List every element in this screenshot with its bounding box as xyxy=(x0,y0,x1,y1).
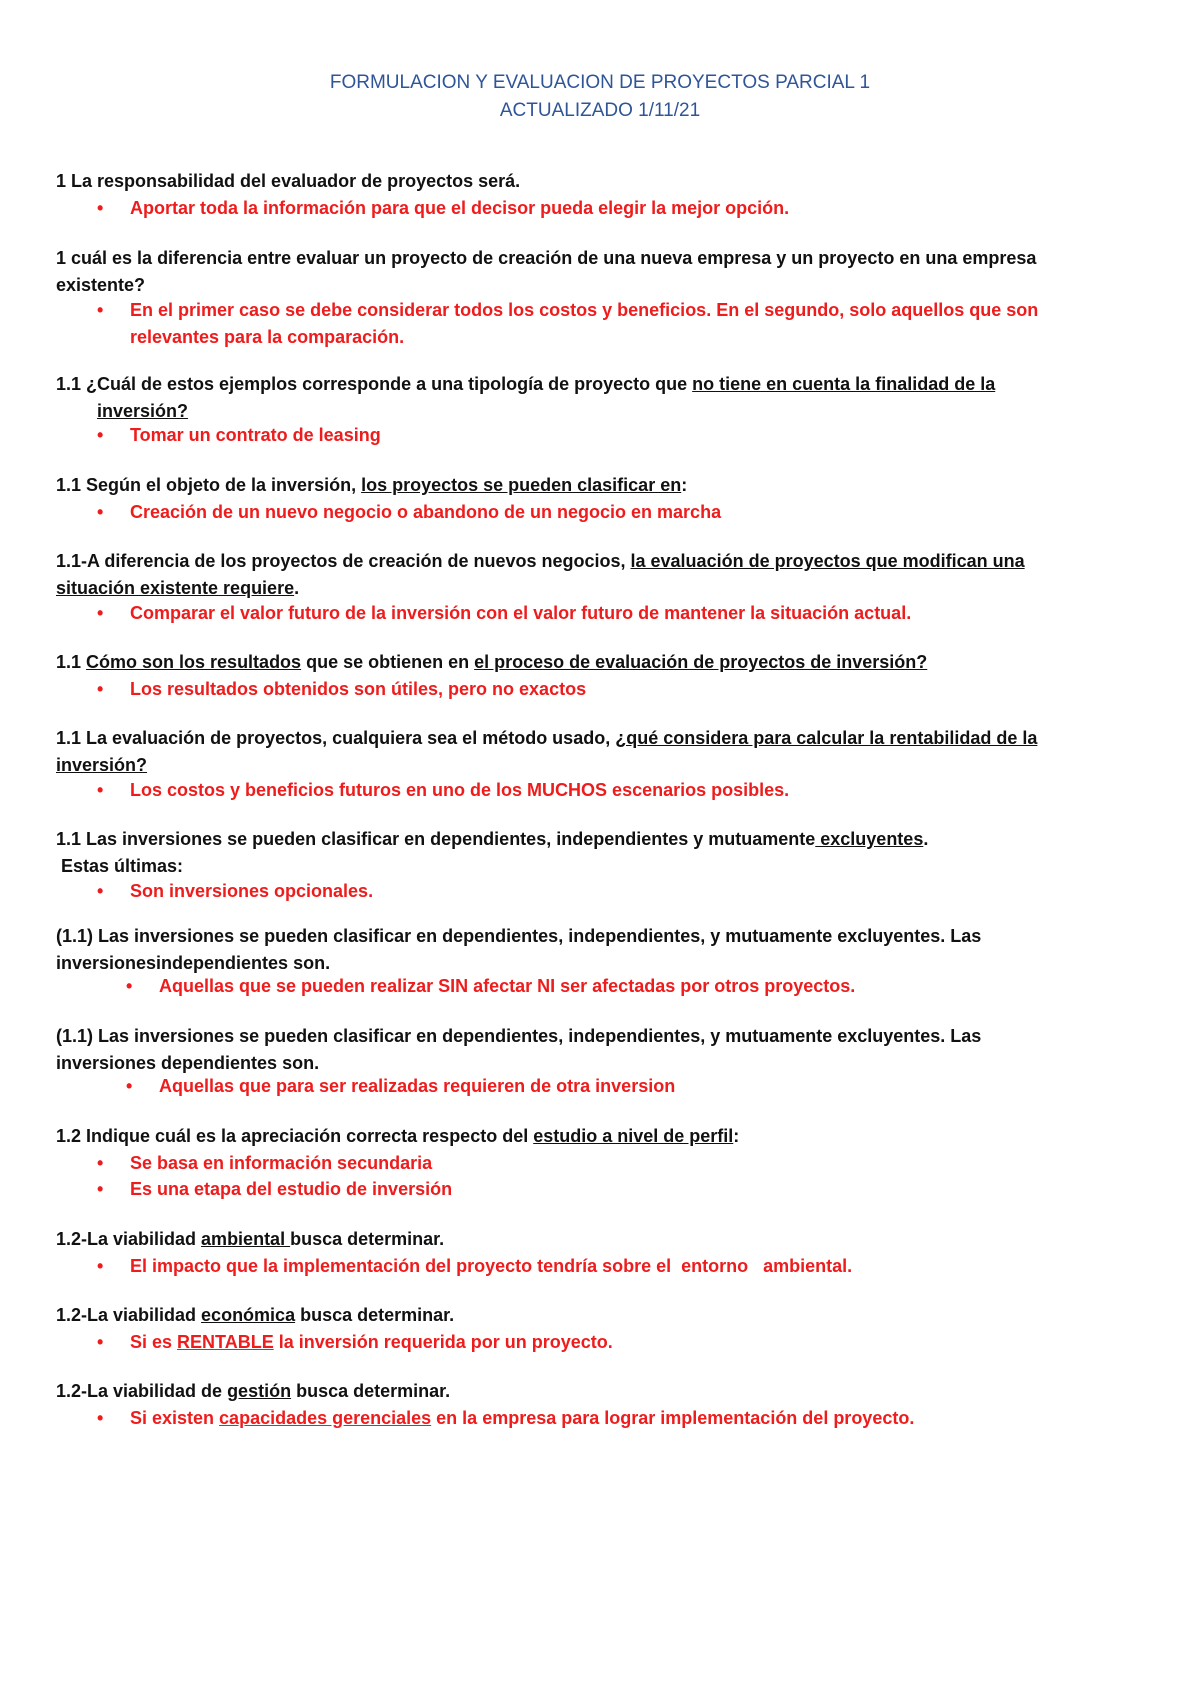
bullet-icon: • xyxy=(97,780,104,800)
answer-text: Se basa en información secundaria xyxy=(130,1153,433,1173)
answer-text: En el primer caso se debe considerar todos los costos y beneficios. En el segundo, solo aquellos que son xyxy=(130,300,1039,320)
answer-12 xyxy=(97,1253,1137,1280)
question-text: 1.2 Indique cuál es la apreciación correcta respecto del xyxy=(56,1126,534,1146)
answer-2 xyxy=(97,297,1137,351)
document-subtitle: ACTUALIZADO 1/11/21 xyxy=(499,100,701,121)
question-text: 1.2-La viabilidad xyxy=(56,1305,202,1325)
answer-text: Tomar un contrato de leasing xyxy=(130,425,381,445)
question-text-cont: existente? xyxy=(56,275,146,295)
question-11 xyxy=(56,1123,1136,1150)
bullet-icon: • xyxy=(97,1256,104,1276)
answer-text-end: en la empresa para lograr implementación del proyecto. xyxy=(431,1408,915,1428)
answer-underlined: capacidades gerenciales xyxy=(219,1408,432,1428)
bullet-icon: • xyxy=(97,1408,104,1428)
answer-7 xyxy=(97,777,1137,804)
question-text: 1.1 Según el objeto de la inversión, xyxy=(56,475,362,495)
answer-text-end: la inversión requerida por un proyecto. xyxy=(273,1332,613,1352)
question-underlined: excluyentes xyxy=(815,829,924,849)
answer-text: Es una etapa del estudio de inversión xyxy=(130,1179,453,1199)
question-text: 1 cuál es la diferencia entre evaluar un proyecto de creación de una nueva empresa y un proyecto en una empresa xyxy=(56,248,1037,268)
answer-6 xyxy=(97,676,1137,703)
bullet-icon: • xyxy=(97,1153,104,1173)
question-underlined: los proyectos se pueden clasificar en xyxy=(361,475,682,495)
bullet-icon: • xyxy=(126,976,133,996)
question-text: 1.1-A diferencia de los proyectos de creación de nuevos negocios, xyxy=(56,551,631,571)
answer-11a xyxy=(97,1150,1137,1177)
question-underlined: ¿qué considera para calcular la rentabilidad de la xyxy=(615,728,1038,748)
question-text-cont: Estas últimas: xyxy=(56,856,184,876)
bullet-icon: • xyxy=(97,300,104,320)
bullet-icon: • xyxy=(126,1076,133,1096)
bullet-icon: • xyxy=(97,502,104,522)
question-text-end: busca determinar. xyxy=(295,1305,455,1325)
question-underlined-cont: situación existente requiere xyxy=(56,578,295,598)
answer-9 xyxy=(126,973,1166,1000)
answer-text: Son inversiones opcionales. xyxy=(130,881,374,901)
question-text-end: busca determinar. xyxy=(290,1229,445,1249)
question-text-end: : xyxy=(733,1126,740,1146)
question-text: 1.1 La evaluación de proyectos, cualquiera sea el método usado, xyxy=(56,728,616,748)
answer-text: Aquellas que se pueden realizar SIN afectar NI ser afectadas por otros proyectos. xyxy=(159,976,856,996)
answer-1 xyxy=(97,195,1137,222)
answer-text: Aquellas que para ser realizadas requieren de otra inversion xyxy=(159,1076,676,1096)
question-10 xyxy=(56,1023,1136,1077)
question-5 xyxy=(56,548,1136,602)
question-4 xyxy=(56,472,1136,499)
question-9 xyxy=(56,923,1136,977)
question-text: 1.1 xyxy=(56,652,87,672)
question-text-end: . xyxy=(294,578,300,598)
answer-text: Si es xyxy=(130,1332,178,1352)
answer-text: Creación de un nuevo negocio o abandono de un negocio en marcha xyxy=(130,502,722,522)
question-text-end: : xyxy=(681,475,688,495)
answer-3 xyxy=(97,422,1137,449)
answer-underlined: RENTABLE xyxy=(177,1332,274,1352)
question-underlined: no tiene en cuenta la finalidad de la xyxy=(692,374,996,394)
question-2 xyxy=(56,245,1136,299)
question-underlined: ambiental xyxy=(201,1229,291,1249)
question-text: (1.1) Las inversiones se pueden clasificar en dependientes, independientes, y mutuamente excluyentes. Las xyxy=(56,1026,982,1046)
bullet-icon: • xyxy=(97,1179,104,1199)
answer-text: Aportar toda la información para que el decisor pueda elegir la mejor opción. xyxy=(130,198,790,218)
bullet-icon: • xyxy=(97,881,104,901)
question-text-mid: que se obtienen en xyxy=(301,652,475,672)
answer-11b xyxy=(97,1176,1137,1203)
question-text: 1 La responsabilidad del evaluador de proyectos será. xyxy=(56,171,521,191)
question-text-cont: inversiones dependientes son. xyxy=(56,1053,320,1073)
bullet-icon: • xyxy=(97,603,104,623)
question-underlined: la evaluación de proyectos que modifican una xyxy=(630,551,1025,571)
question-underlined: estudio a nivel de perfil xyxy=(533,1126,734,1146)
question-1 xyxy=(56,168,1136,195)
answer-text: Si existen xyxy=(130,1408,220,1428)
question-underlined: económica xyxy=(201,1305,296,1325)
question-underlined-cont: inversión? xyxy=(56,755,148,775)
question-7 xyxy=(56,725,1136,779)
question-13 xyxy=(56,1302,1136,1329)
question-underlined-2: el proceso de evaluación de proyectos de inversión? xyxy=(474,652,928,672)
question-text: 1.1 Las inversiones se pueden clasificar en dependientes, independientes y mutuamente xyxy=(56,829,816,849)
bullet-icon: • xyxy=(97,425,104,445)
answer-4 xyxy=(97,499,1137,526)
bullet-icon: • xyxy=(97,198,104,218)
answer-text: Los costos y beneficios futuros en uno de los MUCHOS escenarios posibles. xyxy=(130,780,790,800)
question-12 xyxy=(56,1226,1136,1253)
answer-text-cont: relevantes para la comparación. xyxy=(130,327,405,347)
answer-5 xyxy=(97,600,1137,627)
question-text-end: . xyxy=(923,829,929,849)
question-text: 1.2-La viabilidad xyxy=(56,1229,202,1249)
bullet-icon: • xyxy=(97,679,104,699)
document-title: FORMULACION Y EVALUACION DE PROYECTOS PARCIAL 1 xyxy=(329,72,871,93)
question-text-cont: inversionesindependientes son. xyxy=(56,953,331,973)
question-text-end: busca determinar. xyxy=(291,1381,451,1401)
question-text: 1.2-La viabilidad de xyxy=(56,1381,228,1401)
question-underlined-cont: inversión? xyxy=(97,401,189,421)
answer-13 xyxy=(97,1329,1137,1356)
answer-8 xyxy=(97,878,1137,905)
question-underlined: Cómo son los resultados xyxy=(86,652,302,672)
answer-text: Comparar el valor futuro de la inversión con el valor futuro de mantener la situación actual. xyxy=(130,603,912,623)
question-8 xyxy=(56,826,1136,880)
question-6 xyxy=(56,649,1136,676)
question-text: 1.1 ¿Cuál de estos ejemplos corresponde a una tipología de proyecto que xyxy=(56,374,693,394)
question-underlined: gestión xyxy=(227,1381,292,1401)
answer-10 xyxy=(126,1073,1166,1100)
question-text: (1.1) Las inversiones se pueden clasificar en dependientes, independientes, y mutuamente excluyentes. Las xyxy=(56,926,982,946)
answer-14 xyxy=(97,1405,1137,1432)
answer-text: Los resultados obtenidos son útiles, pero no exactos xyxy=(130,679,587,699)
question-3 xyxy=(56,371,1136,425)
bullet-icon: • xyxy=(97,1332,104,1352)
answer-text: El impacto que la implementación del proyecto tendría sobre el entorno ambiental. xyxy=(130,1256,853,1276)
question-14 xyxy=(56,1378,1136,1405)
